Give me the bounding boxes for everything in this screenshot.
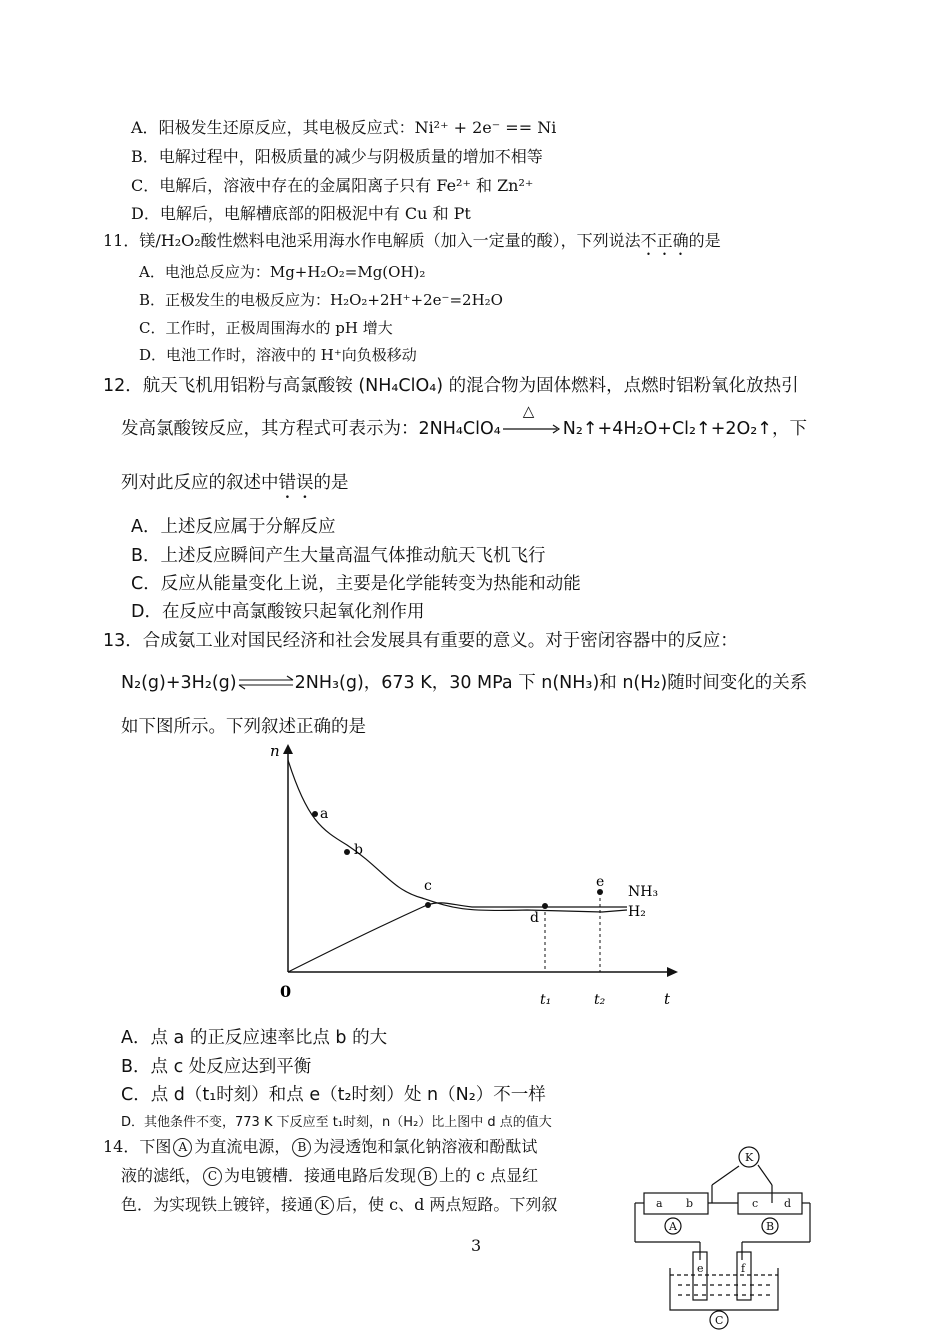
y-axis-label: n bbox=[270, 742, 280, 760]
series-h2-label: H₂ bbox=[628, 904, 646, 920]
q11-stem: 11．镁/H₂O₂酸性燃料电池采用海水作电解质（加入一定量的酸），下列说法不正确的是 bbox=[103, 231, 721, 250]
q13-graph bbox=[262, 740, 682, 1015]
q10-option-b: B．电解过程中，阳极质量的减少与阴极质量的增加不相等 bbox=[131, 147, 543, 166]
q10-option-d: D．电解后，电解槽底部的阳极泥中有 Cu 和 Pt bbox=[131, 204, 471, 223]
x-axis-label: t bbox=[664, 990, 671, 1008]
q12-stem-line3: 列对此反应的叙述中错误的是 bbox=[121, 473, 349, 493]
svg-text:a: a bbox=[656, 1197, 663, 1210]
q11-option-b: B．正极发生的电极反应为：H₂O₂+2H⁺+2e⁻=2H₂O bbox=[139, 291, 503, 309]
circle-a-symbol: A bbox=[173, 1138, 192, 1157]
q13-stem-line3: 如下图所示。下列叙述正确的是 bbox=[121, 717, 366, 737]
circle-c-symbol: C bbox=[203, 1167, 222, 1186]
point-a bbox=[312, 811, 318, 817]
q12-stem-line2: 发高氯酸铵反应，其方程式可表示为：2NH₄ClO₄ △ N₂↑+4H₂O+Cl₂↑+2O₂↑，下 bbox=[121, 402, 807, 439]
y-axis-arrow bbox=[283, 744, 293, 754]
power-source-a-box bbox=[644, 1193, 708, 1214]
svg-text:e: e bbox=[697, 1262, 704, 1275]
series-nh3-label: NH₃ bbox=[628, 884, 659, 900]
svg-text:c: c bbox=[752, 1197, 759, 1210]
point-b bbox=[344, 849, 350, 855]
q11-option-c: C．工作时，正极周围海水的 pH 增大 bbox=[139, 319, 393, 337]
circle-b-symbol: B bbox=[292, 1138, 311, 1157]
q11-option-d: D．电池工作时，溶液中的 H⁺向负极移动 bbox=[139, 346, 417, 364]
circle-k-symbol: K bbox=[315, 1196, 334, 1215]
circle-b-symbol-2: B bbox=[418, 1167, 437, 1186]
q13-option-a: A．点 a 的正反应速率比点 b 的大 bbox=[121, 1028, 388, 1048]
equilibrium-arrow bbox=[237, 675, 295, 691]
origin-label: 0 bbox=[280, 982, 292, 1001]
svg-text:f: f bbox=[741, 1262, 746, 1275]
point-c bbox=[425, 902, 431, 908]
svg-text:B: B bbox=[766, 1220, 775, 1233]
x-axis-arrow bbox=[667, 967, 678, 977]
q12-option-d: D．在反应中高氯酸铵只起氧化剂作用 bbox=[131, 602, 425, 622]
q12-stem-line1: 12．航天飞机用铝粉与高氯酸铵 (NH₄ClO₄) 的混合物为固体燃料，点燃时铝粉氧化放热引 bbox=[103, 376, 799, 396]
h2-curve bbox=[288, 903, 627, 972]
svg-text:b: b bbox=[686, 1197, 694, 1210]
tick-t1: t₁ bbox=[540, 992, 552, 1008]
q13-option-c: C．点 d（t₁时刻）和点 e（t₂时刻）处 n（N₂）不一样 bbox=[121, 1085, 546, 1105]
q10-option-a: A．阳极发生还原反应，其电极反应式：Ni²⁺ + 2e⁻ == Ni bbox=[131, 118, 557, 137]
filter-paper-b-box bbox=[738, 1193, 802, 1214]
label-b: b bbox=[354, 842, 363, 858]
q11-option-a: A．电池总反应为：Mg+H₂O₂=Mg(OH)₂ bbox=[139, 263, 426, 281]
q13-option-b: B．点 c 处反应达到平衡 bbox=[121, 1057, 312, 1077]
label-d: d bbox=[530, 910, 539, 926]
label-a: a bbox=[320, 806, 329, 822]
svg-text:d: d bbox=[784, 1197, 792, 1210]
q12-option-b: B．上述反应瞬间产生大量高温气体推动航天飞机飞行 bbox=[131, 546, 546, 566]
q13-stem-line2: N₂(g)+3H₂(g) 2NH₃(g)，673 K，30 MPa 下 n(NH₃)和 n(H₂)随时间变化的关系 bbox=[121, 673, 808, 693]
label-c: c bbox=[424, 878, 432, 894]
q14-stem-line2: 液的滤纸， C 为电镀槽．接通电路后发现 B 上的 c 点显红 bbox=[121, 1166, 539, 1185]
page-number: 3 bbox=[471, 1236, 482, 1255]
q12-option-a: A．上述反应属于分解反应 bbox=[131, 517, 336, 537]
tick-t2: t₂ bbox=[594, 992, 606, 1008]
q13-option-d: D．其他条件不变，773 K 下反应至 t₁时刻，n（H₂）比上图中 d 点的值大 bbox=[121, 1115, 552, 1130]
reaction-arrow: △ bbox=[501, 419, 563, 439]
nh3-curve bbox=[288, 760, 627, 912]
svg-text:C: C bbox=[715, 1314, 724, 1327]
q14-stem-line3: 色．为实现铁上镀锌，接通 K 后，使 c、d 两点短路。下列叙 bbox=[121, 1195, 558, 1214]
label-e: e bbox=[596, 874, 605, 890]
q12-option-c: C．反应从能量变化上说，主要是化学能转变为热能和动能 bbox=[131, 574, 581, 594]
svg-text:K: K bbox=[745, 1151, 754, 1164]
q13-stem-line1: 13．合成氨工业对国民经济和社会发展具有重要的意义。对于密闭容器中的反应： bbox=[103, 631, 738, 651]
point-d bbox=[542, 903, 548, 909]
svg-text:A: A bbox=[669, 1220, 677, 1233]
electrode-f bbox=[737, 1252, 751, 1300]
q14-stem-line1: 14．下图 A 为直流电源， B 为浸透饱和氯化钠溶液和酚酞试 bbox=[103, 1137, 538, 1156]
q10-option-c: C．电解后，溶液中存在的金属阳离子只有 Fe²⁺ 和 Zn²⁺ bbox=[131, 176, 534, 195]
electroplating-tank-c bbox=[670, 1268, 778, 1310]
q14-circuit-diagram bbox=[630, 1140, 825, 1340]
